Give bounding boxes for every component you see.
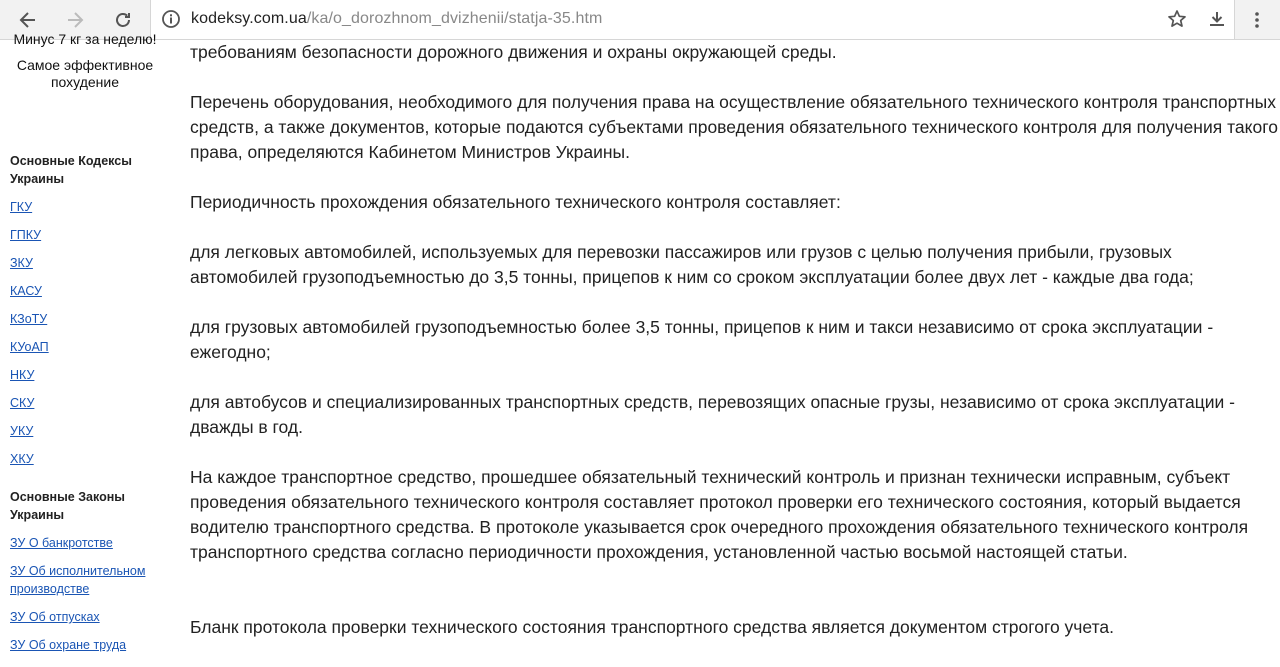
link-law-vacations[interactable]: ЗУ Об отпусках: [10, 610, 100, 624]
ad-headline[interactable]: Минус 7 кг за неделю!: [13, 31, 157, 47]
star-icon: [1167, 9, 1187, 29]
bookmark-button[interactable]: [1166, 8, 1188, 30]
menu-button[interactable]: [1243, 6, 1271, 34]
link-hku[interactable]: ХКУ: [10, 452, 34, 466]
url-text[interactable]: [191, 10, 602, 28]
url-domain: kodeksy.com.ua: [191, 10, 307, 27]
forward-button[interactable]: [61, 6, 89, 34]
reload-icon: [113, 10, 133, 30]
link-law-labor-safety[interactable]: ЗУ Об охране труда: [10, 638, 127, 652]
browser-toolbar: [0, 0, 1280, 40]
page-content: [0, 31, 1280, 667]
link-kuoap[interactable]: КУоАП: [10, 340, 49, 354]
download-icon: [1207, 9, 1227, 29]
paragraph-0: требованиям безопасности дорожного движения и охраны окружающей среды.: [190, 42, 837, 62]
sidebar: [0, 31, 170, 667]
paragraph-7: Бланк протокола проверки технического состояния транспортного средства является документом строгого учета.: [190, 617, 1114, 637]
ad-line-2[interactable]: Самое эффективное: [16, 57, 154, 73]
paragraph-5: для автобусов и специализированных транспортных средств, перевозящих опасные грузы, независимо от срока эксплуатации - дважды в год.: [190, 392, 1235, 437]
arrow-left-icon: [18, 10, 38, 30]
reload-button[interactable]: [109, 6, 137, 34]
link-law-bankruptcy[interactable]: ЗУ О банкротстве: [10, 536, 113, 550]
link-sku[interactable]: СКУ: [10, 396, 35, 410]
link-zku[interactable]: ЗКУ: [10, 256, 33, 270]
paragraph-3: для легковых автомобилей, используемых для перевозки пассажиров или грузов с целью получения прибыли, грузовых автомобилей грузоподъемностью до 3,5 тонны, прицепов к ним со сроком эксплуатации более двух лет - каждые два года;: [190, 242, 1194, 287]
link-gku[interactable]: ГКУ: [10, 200, 33, 214]
link-kzotu[interactable]: КЗоТУ: [10, 312, 48, 326]
paragraph-6: На каждое транспортное средство, прошедшее обязательный технический контроль и признан технически исправным, субъект проведения обязательного технического контроля составляет протокол проверки его технического состояния, который выдается водителю транспортного средства. В протоколе указывается срок очередного прохождения обязательного технического контроля транспортного средства согласно периодичности прохождения, установленной частью восьмой настоящей статьи.: [190, 467, 1249, 562]
link-kasu[interactable]: КАСУ: [10, 284, 42, 298]
link-uku[interactable]: УКУ: [10, 424, 34, 438]
url-path: /ka/o_dorozhnom_dvizhenii/statja-35.htm: [306, 10, 603, 27]
link-law-enforcement[interactable]: ЗУ Об исполнительном производстве: [10, 564, 146, 596]
paragraph-4: для грузовых автомобилей грузоподъемностью более 3,5 тонны, прицепов к ним и такси независимо от срока эксплуатации - ежегодно;: [190, 317, 1214, 362]
arrow-right-icon: [65, 10, 85, 30]
kebab-menu-icon: [1247, 10, 1267, 30]
paragraph-2: Периодичность прохождения обязательного технического контроля составляет:: [190, 192, 841, 212]
info-icon[interactable]: [161, 9, 181, 29]
link-gpku[interactable]: ГПКУ: [10, 228, 42, 242]
laws-section-title: Основные Законы Украины: [10, 490, 125, 522]
link-nku[interactable]: НКУ: [10, 368, 35, 382]
paragraph-1: Перечень оборудования, необходимого для получения права на осуществление обязательного технического контроля транспортных средств, а также документов, которые подаются субъектами проведения обязательного технического контроля для получения такого права, определяются Кабинетом Министров Украины.: [190, 92, 1278, 162]
codes-section-title: Основные Кодексы Украины: [10, 154, 132, 186]
address-bar[interactable]: [150, 0, 1235, 39]
ad-line-3[interactable]: похудение: [50, 74, 120, 90]
download-button[interactable]: [1206, 8, 1228, 30]
back-button[interactable]: [14, 6, 42, 34]
